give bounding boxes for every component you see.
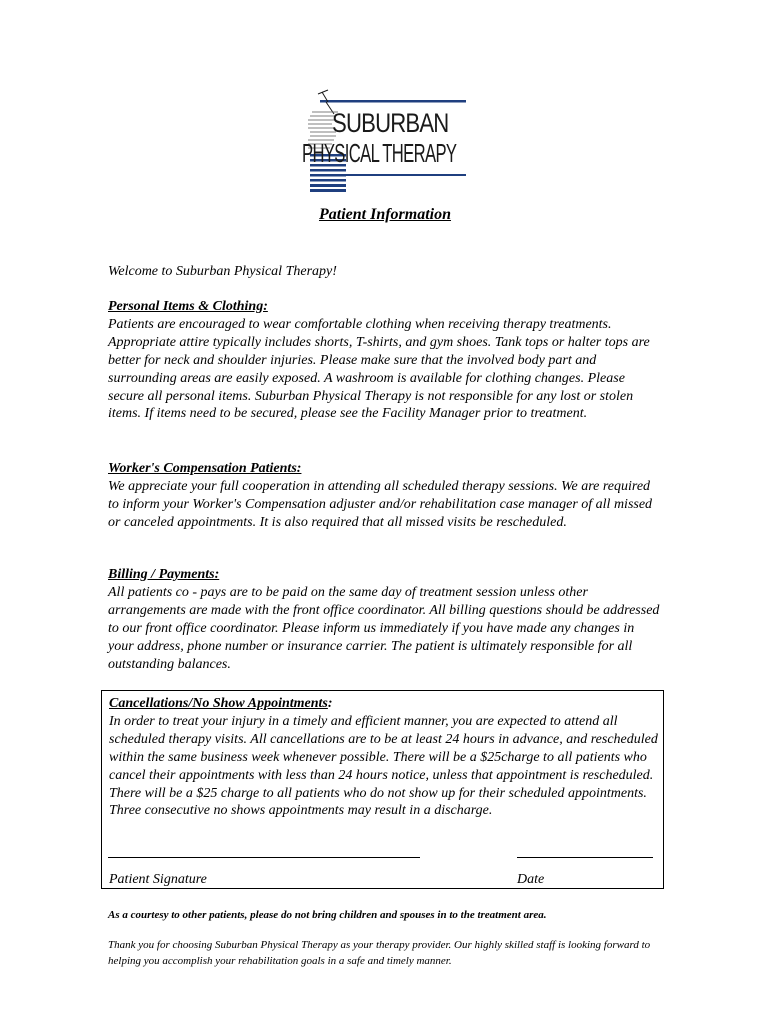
welcome-text: Welcome to Suburban Physical Therapy! [108, 264, 337, 279]
page-title: Patient Information [318, 206, 452, 223]
section-body: Patients are encouraged to wear comfortable clothing when receiving therapy treatments. Appropriate attire typically includes shorts, T-shirts, and gym shoes. Tank tops or halter tops are better for neck and shoulder injuries. Please make sure that the involved body part and surrounding areas are easily exposed. A washroom is available for clothing changes. Please secure all personal items. Suburban Physical Therapy is not responsible for any lost or stolen items. If items need to be secured, please see the Facility Manager prior to treatment. [108, 316, 650, 422]
thank-you-text: Thank you for choosing Suburban Physical Therapy as your therapy provider. Our highly skilled staff is looking forward to helping you accomplish your rehabilitation goals in a safe and timely manner. [108, 939, 651, 967]
section-body: We appreciate your full cooperation in attending all scheduled therapy sessions. We are required to inform your Worker's Compensation adjuster and/or rehabilitation case manager of all missed or canceled appointments. It is also required that all missed visits be rescheduled. [108, 478, 653, 530]
section-heading: Personal Items & Clothing: [108, 299, 268, 314]
date-label: Date [517, 872, 545, 887]
courtesy-notice: As a courtesy to other patients, please do not bring children and spouses in to the treatment area. [108, 909, 547, 921]
logo-line1: SUBURBAN [332, 108, 449, 138]
cancellation-policy-box [101, 690, 664, 889]
patient-signature-line[interactable] [108, 857, 420, 858]
section-workers-compensation [108, 460, 660, 532]
section-billing [108, 566, 660, 673]
heading-colon: : [327, 696, 333, 711]
section-heading: Worker's Compensation Patients: [108, 461, 302, 476]
logo-line2: PHYSICAL THERAPY [302, 138, 457, 168]
logo [298, 88, 468, 193]
section-heading: Billing / Payments: [108, 567, 220, 582]
section-personal-items [108, 298, 660, 423]
patient-signature-label: Patient Signature [109, 872, 207, 887]
section-heading: Cancellations/No Show Appointments [109, 696, 328, 711]
date-line[interactable] [517, 857, 653, 858]
section-body: All patients co - pays are to be paid on the same day of treatment session unless other arrangements are made with the front office coordinator. All billing questions should be addressed to our front office coordinator. Please inform us immediately if you have made any changes in your address, phone number or insurance carrier. The patient is ultimately responsible for all outstanding balances. [108, 584, 660, 672]
section-cancellations [109, 695, 659, 820]
section-body: In order to treat your injury in a timely and efficient manner, you are expected to attend all scheduled therapy visits. All cancellations are to be at least 24 hours in advance, and rescheduled within the same business week whenever possible. There will be a $25charge to all patients who cancel their appointments with less than 24 hours notice, unless that appointment is rescheduled. There will be a $25 charge to all patients who do not show up for their scheduled appointments. Three consecutive no shows appointments may result in a discharge. [109, 713, 658, 819]
